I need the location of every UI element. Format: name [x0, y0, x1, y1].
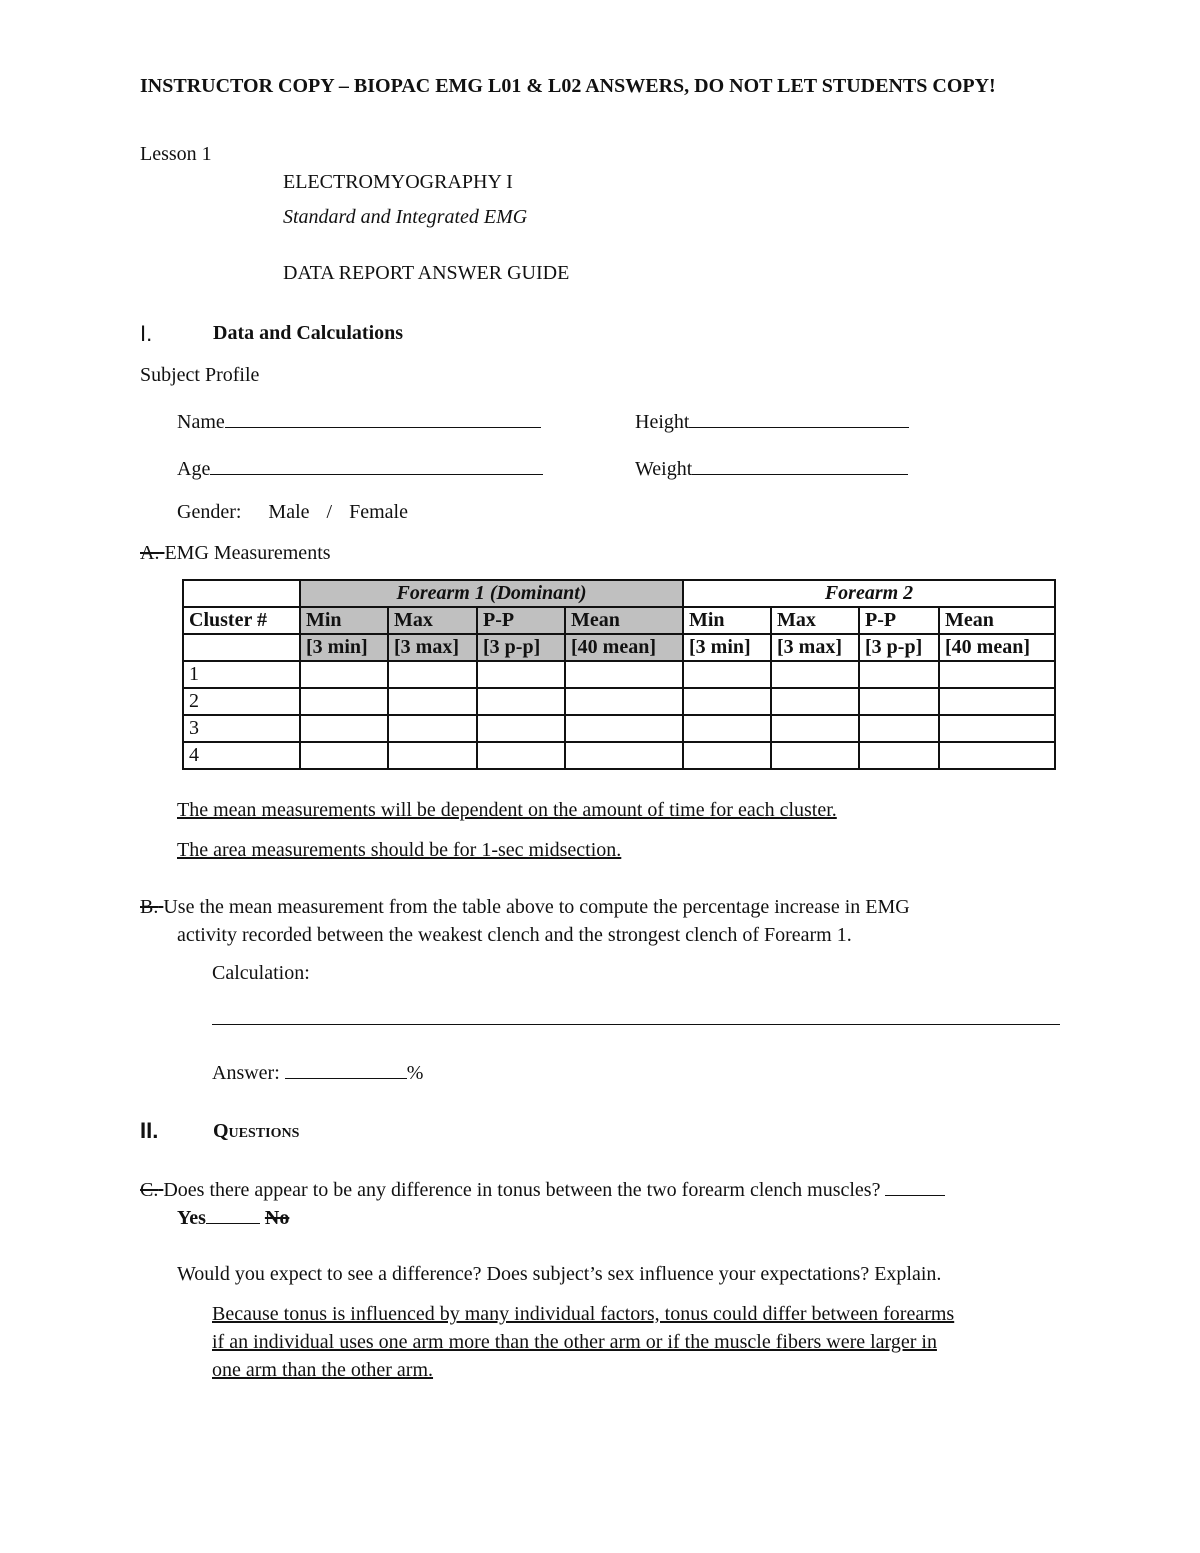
- gender-slash: /: [326, 501, 333, 523]
- cluster-number: 4: [183, 742, 300, 769]
- no-option[interactable]: No: [264, 1207, 290, 1229]
- column-subheader: [3 p-p]: [859, 634, 939, 661]
- part-c-question: C. Does there appear to be any difference in tonus between the two forearm clench muscles?: [140, 1177, 945, 1202]
- gender-male[interactable]: Male: [268, 501, 310, 523]
- percent-sign: %: [406, 1062, 424, 1084]
- answer-line: if an individual uses one arm more than the other arm or if the muscle fibers were larger in: [212, 1331, 937, 1353]
- subject-profile-heading: Subject Profile: [140, 364, 260, 386]
- column-header: Mean: [939, 607, 1055, 634]
- column-header: P-P: [859, 607, 939, 634]
- table-cell[interactable]: [565, 688, 683, 715]
- column-subheader: [3 min]: [683, 634, 771, 661]
- table-cell[interactable]: [477, 661, 565, 688]
- table-cell[interactable]: [300, 742, 388, 769]
- table-cell[interactable]: [477, 715, 565, 742]
- part-b-text1: Use the mean measurement from the table above to compute the percentage increase in EMG: [163, 896, 910, 918]
- name-label: Name: [177, 411, 225, 433]
- lesson-subject: ELECTROMYOGRAPHY I: [283, 171, 513, 193]
- table-cell[interactable]: [477, 688, 565, 715]
- lesson-subtitle: Standard and Integrated EMG: [283, 206, 528, 228]
- cluster-number: 1: [183, 661, 300, 688]
- table-cell[interactable]: [565, 661, 683, 688]
- age-label: Age: [177, 458, 211, 480]
- column-header: Max: [388, 607, 477, 634]
- table-cell[interactable]: [388, 688, 477, 715]
- table-cell[interactable]: [683, 661, 771, 688]
- part-b-text2: activity recorded between the weakest clench and the strongest clench of Forearm 1.: [177, 924, 852, 946]
- table-cell[interactable]: [771, 742, 859, 769]
- name-field[interactable]: [177, 409, 541, 434]
- yes-option[interactable]: Yes: [177, 1207, 206, 1229]
- column-header: Mean: [565, 607, 683, 634]
- table-cell[interactable]: [771, 688, 859, 715]
- part-b-line1: [140, 896, 910, 919]
- part-a-heading: [140, 542, 331, 565]
- table-cell[interactable]: [565, 742, 683, 769]
- yes-no-row: [177, 1205, 289, 1230]
- table-row: [183, 661, 1055, 688]
- table-cell[interactable]: [859, 688, 939, 715]
- table-cell[interactable]: [859, 661, 939, 688]
- table-cell[interactable]: [683, 715, 771, 742]
- section2-title: Questions: [213, 1120, 300, 1142]
- column-subheader: [3 p-p]: [477, 634, 565, 661]
- column-header: P-P: [477, 607, 565, 634]
- column-header: Min: [683, 607, 771, 634]
- height-label: Height: [635, 411, 690, 433]
- column-subheader: [3 min]: [300, 634, 388, 661]
- table-cell[interactable]: [300, 688, 388, 715]
- table-cell[interactable]: [939, 688, 1055, 715]
- table-cell[interactable]: [771, 661, 859, 688]
- gender-row: [177, 501, 408, 524]
- column-header: Max: [771, 607, 859, 634]
- section-numeral: I.: [140, 321, 153, 346]
- forearm2-header: Forearm 2: [683, 580, 1055, 607]
- calculation-label: Calculation:: [212, 962, 310, 984]
- cluster-number: 2: [183, 688, 300, 715]
- table-cell: [183, 634, 300, 661]
- note-a-1: The mean measurements will be dependent on the amount of time for each cluster.: [177, 799, 837, 821]
- part-b-label: B.: [140, 896, 159, 918]
- weight-label: Weight: [635, 458, 693, 480]
- document-title: INSTRUCTOR COPY – BIOPAC EMG L01 & L02 ANSWERS, DO NOT LET STUDENTS COPY!: [140, 75, 996, 97]
- part-a-label: A.: [140, 542, 160, 564]
- weight-field[interactable]: [635, 456, 908, 481]
- table-cell[interactable]: [300, 715, 388, 742]
- answer-line: Because tonus is influenced by many individual factors, tonus could differ between forearms: [212, 1303, 955, 1325]
- table-cell[interactable]: [683, 742, 771, 769]
- column-subheader: [3 max]: [771, 634, 859, 661]
- gender-female[interactable]: Female: [349, 501, 408, 523]
- table-cell[interactable]: [565, 715, 683, 742]
- forearm1-header: Forearm 1 (Dominant): [300, 580, 683, 607]
- table-cell[interactable]: [859, 715, 939, 742]
- table-cell[interactable]: [388, 661, 477, 688]
- table-cell[interactable]: [300, 661, 388, 688]
- answer-label: Answer:: [212, 1062, 280, 1084]
- section-title: Data and Calculations: [213, 322, 404, 344]
- guide-title: DATA REPORT ANSWER GUIDE: [283, 262, 570, 284]
- table-cell[interactable]: [939, 661, 1055, 688]
- table-row: [183, 715, 1055, 742]
- table-cell[interactable]: [477, 742, 565, 769]
- table-cell[interactable]: [683, 688, 771, 715]
- part-c-label: C.: [140, 1179, 159, 1201]
- table-cell[interactable]: [859, 742, 939, 769]
- table-corner: [183, 580, 300, 607]
- part-a-title: EMG Measurements: [164, 542, 331, 564]
- cluster-number: 3: [183, 715, 300, 742]
- calculation-line[interactable]: [212, 1024, 1060, 1025]
- table-cell[interactable]: [939, 742, 1055, 769]
- answer-line: one arm than the other arm.: [212, 1359, 434, 1381]
- age-field[interactable]: [177, 456, 543, 481]
- table-cell[interactable]: [771, 715, 859, 742]
- section2-numeral: II.: [140, 1118, 159, 1143]
- emg-measurements-table: [182, 579, 1056, 770]
- part-c-question2: Would you expect to see a difference? Does subject’s sex influence your expectations? Explain.: [177, 1263, 942, 1285]
- table-cell[interactable]: [388, 742, 477, 769]
- column-subheader: [40 mean]: [565, 634, 683, 661]
- lesson-label: Lesson 1: [140, 143, 212, 165]
- column-subheader: [3 max]: [388, 634, 477, 661]
- gender-label: Gender:: [177, 501, 242, 523]
- height-field[interactable]: [635, 409, 909, 434]
- table-row: [183, 742, 1055, 769]
- table-row: [183, 688, 1055, 715]
- table-cell[interactable]: [939, 715, 1055, 742]
- column-header: Min: [300, 607, 388, 634]
- table-cell[interactable]: [388, 715, 477, 742]
- column-subheader: [40 mean]: [939, 634, 1055, 661]
- cluster-header: Cluster #: [183, 607, 300, 634]
- answer-field[interactable]: [212, 1060, 423, 1085]
- note-a-2: The area measurements should be for 1-sec midsection.: [177, 839, 622, 861]
